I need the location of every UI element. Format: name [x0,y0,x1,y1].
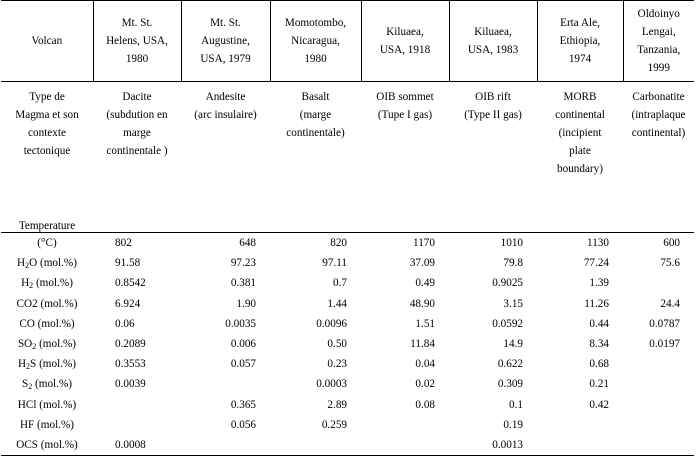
magma-type-row [1,82,694,213]
table-cell: 0.49 [415,277,435,290]
header-text: Momotombo, [284,17,347,29]
table-cell: 0.3553 [115,358,146,371]
table-cell: 0.68 [589,358,609,371]
header-row [1,1,694,82]
table-cell: 0.057 [230,358,256,371]
table-cell: 0.0592 [492,317,523,330]
table-cell: 0.0096 [316,317,347,330]
temperature-label-row [1,212,694,233]
table-cell: 0.309 [497,378,523,391]
cell-line: Type de [29,91,65,103]
table-cell: 0.0197 [649,338,680,351]
table-cell: 820 [330,237,347,250]
cell-line: continental [555,109,605,121]
table-cell [623,395,694,415]
header-text: 1974 [568,53,592,65]
header-text: 1980 [125,53,149,65]
table-row [1,435,694,456]
row-label: $H_2$ (mol.%) [21,277,73,291]
table-cell [93,415,181,435]
temperature-label: Temperature [1,212,93,233]
cell-line: contexte [28,127,66,139]
table-cell: 0.006 [230,338,256,351]
table-cell [181,435,270,456]
table-cell: 0.06 [115,317,135,330]
table-cell: 97.11 [322,257,347,270]
header-cell-oldoinyo-lengai [623,1,694,82]
table-cell: 0.7 [333,277,347,290]
table-row [1,233,694,254]
table-cell: 0.622 [497,358,523,371]
cell-line: (marge [299,109,332,121]
magma-type-cell [361,82,449,213]
table-cell [361,415,449,435]
cell-line: continental) [631,127,686,139]
table-cell: 0.365 [230,398,256,411]
table-cell: 1170 [413,237,435,250]
header-text: Augustine, [201,35,250,47]
table-row [1,273,694,293]
cell-line: boundary) [557,163,603,175]
table-cell: 0.9025 [492,277,523,290]
magma-type-cell [537,82,623,213]
table-cell: 37.09 [409,257,435,270]
magma-type-cell [449,82,537,213]
cell-line: (arc insulaire) [194,109,257,121]
table-cell [537,415,623,435]
cell-line: continentale ) [106,145,168,157]
empty-cell [181,212,270,233]
table-cell: 24.4 [660,297,680,310]
empty-cell [361,212,449,233]
table-cell: 0.0008 [93,435,181,456]
magma-type-cell [623,82,694,213]
row-label: $H_2S$ (mol.%) [17,358,77,372]
table-cell: 0.1 [509,398,523,411]
header-text: Lengai, [641,26,676,38]
header-cell-mt-st-augustine [181,1,270,82]
cell-line: marge [123,127,151,139]
table-cell: 48.90 [409,297,435,310]
cell-line: continentale) [286,127,345,139]
header-text: Helens, USA, [106,35,168,47]
header-cell-kiluaea-1983 [449,1,537,82]
header-text: Kiluaea, [474,26,512,38]
table-cell [623,273,694,293]
cell-line: Carbonatite [632,91,685,103]
cell-line: (Tupe I gas) [377,109,433,121]
magma-type-label-cell [1,82,93,213]
table-cell: 0.259 [321,418,347,431]
table-row [1,334,694,354]
header-cell-erta-ale [537,1,623,82]
table-row [1,415,694,435]
table-row [1,314,694,334]
table-cell: 11.84 [410,338,435,351]
table-cell: 75.6 [660,257,680,270]
header-text: Kiluaea, [386,26,424,38]
header-cell-volcan [1,1,93,82]
table-cell: 0.08 [415,398,435,411]
table-cell: 0.42 [589,398,609,411]
table-cell: 0.0039 [115,378,146,391]
table-cell: 77.24 [583,257,609,270]
header-cell-mt-st-helens [93,1,181,82]
cell-line: OIB rift [475,91,511,103]
cell-line: MORB [563,91,597,103]
cell-line: Magma et son [15,109,79,121]
gas-composition-table [1,0,694,456]
row-label: CO (mol.%) [19,317,75,330]
empty-cell [623,212,694,233]
table-cell: 648 [239,237,256,250]
table-cell [623,415,694,435]
table-cell: 1.44 [327,297,347,310]
cell-line: Dacite [122,91,152,103]
table-cell: 0.0003 [316,378,347,391]
header-cell-kiluaea-1918 [361,1,449,82]
row-label: $S_2$ (mol.%) [21,378,72,392]
table-cell: 79.8 [503,257,523,270]
header-text: Ethiopia, [559,35,601,47]
empty-cell [93,212,181,233]
cell-line: (incipient [558,127,602,139]
table-cell: 0.381 [230,277,256,290]
cell-line: Basalt [301,91,330,103]
table-row [1,374,694,394]
cell-line: (intraplaque [631,109,686,121]
table-cell [537,435,623,456]
table-row [1,354,694,374]
row-label: HF (mol.%) [19,418,75,431]
row-label: $H_2O$ (mol.%) [17,257,77,271]
cell-line: tectonique [23,145,71,157]
cell-line: OIB sommet [376,91,434,103]
table-row [1,253,694,273]
empty-cell [449,212,537,233]
table-cell: 2.89 [327,398,347,411]
table-cell: 11.26 [584,297,609,310]
table-cell [623,435,694,456]
header-text: Nicaragua, [291,35,340,47]
table-cell: 0.21 [589,378,609,391]
table-cell: 600 [663,237,680,250]
cell-line: (Type II gas) [464,109,522,121]
table-cell: 6.924 [115,297,141,310]
header-cell-momotombo [270,1,361,82]
table-row [1,395,694,415]
table-row [1,294,694,314]
table-cell: 0.23 [327,358,347,371]
table-cell: 1.90 [236,297,256,310]
table-cell: 0.02 [415,378,435,391]
data-rows [1,233,694,456]
table-cell: 0.056 [230,418,256,431]
table-cell [270,435,361,456]
row-label: (°C) [37,237,57,250]
table-cell: 0.0013 [449,435,537,456]
table-cell: 802 [115,237,132,250]
header-text: Tanzania, [637,44,681,56]
table-cell [623,374,694,394]
header-text: Volcan [31,35,63,47]
table-cell: 0.04 [415,358,435,371]
header-text: 1999 [647,62,670,74]
header-text: USA, 1983 [467,44,519,56]
cell-line: Andesite [205,91,246,103]
header-text: Erta Ale, [560,17,600,29]
table-cell [93,395,181,415]
table-cell: 0.0035 [225,317,256,330]
empty-cell [270,212,361,233]
table-cell [623,354,694,374]
magma-type-cell [181,82,270,213]
table-cell: 1010 [500,237,523,250]
table-cell: 8.34 [589,338,609,351]
table-cell [181,374,270,394]
magma-type-cell [93,82,181,213]
header-text: Mt. St. [121,17,153,29]
table-cell: 1.39 [589,277,609,290]
table-cell: 0.0787 [649,317,680,330]
table-cell: 3.15 [503,297,523,310]
cell-line: (subdution en [106,109,168,121]
header-text: Oldoinyo [637,8,680,20]
table-cell: 91.58 [115,257,141,270]
header-text: USA, 1918 [379,44,431,56]
row-label: OCS (mol.%) [1,435,93,456]
row-label: $SO_2$ (mol.%) [17,338,77,352]
table-cell [361,435,449,456]
cell-line: plate [569,145,591,157]
table-cell: 0.2089 [115,338,146,351]
table-cell: 0.8542 [115,277,146,290]
table-cell: 0.50 [327,338,347,351]
header-text: 1980 [304,53,327,65]
table-cell: 1.51 [415,317,435,330]
table-cell: 0.19 [503,418,523,431]
magma-type-cell [270,82,361,213]
row-label: HCl (mol.%) [17,398,77,411]
empty-cell [537,212,623,233]
table-cell: 0.44 [589,317,609,330]
table-cell: 97.23 [230,257,256,270]
table-cell: 1130 [587,237,609,250]
table-cell: 14.9 [503,338,523,351]
header-text: USA, 1979 [200,53,251,65]
row-label: CO2 (mol.%) [16,297,78,310]
header-text: Mt. St. [210,17,241,29]
